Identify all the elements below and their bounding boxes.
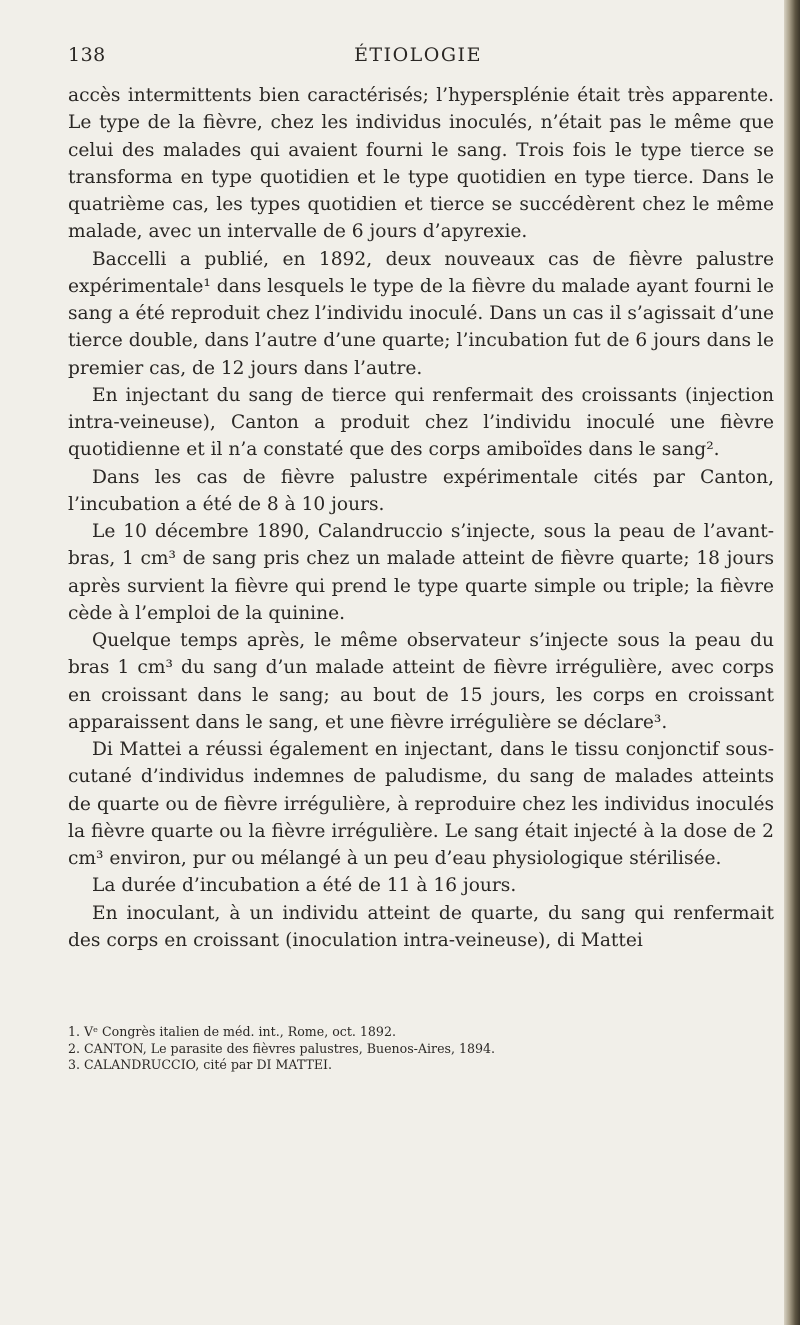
- footnote: 3. CALANDRUCCIO, cité par DI MATTEI.: [68, 1057, 333, 1072]
- footnote: 1. Vᵉ Congrès italien de méd. int., Rome, oct. 1892.: [68, 1024, 396, 1039]
- paragraph: Dans les cas de fièvre palustre expérimentale cités par Canton, l’incubation a été de 8 à 10 jours.: [68, 466, 774, 515]
- running-head: ÉTIOLOGIE: [354, 44, 482, 66]
- paragraph: Quelque temps après, le même observateur s’injecte sous la peau du bras 1 cm³ du sang d’un malade atteint de fièvre irrégulière, avec corps en croissant dans le sang; au bout de 15 jours, les corps en croissant apparaissent dans le sang, et une fièvre irrégulière se déclare³.: [68, 630, 774, 733]
- footnotes: [68, 1024, 774, 1074]
- footnote: 2. CANTON, Le parasite des fièvres palustres, Buenos-Aires, 1894.: [68, 1040, 496, 1056]
- paragraph: En inoculant, à un individu atteint de quarte, du sang qui renfermait des corps en croissant (inoculation intra-veineuse), di Mattei: [68, 902, 774, 951]
- page-number: 138: [68, 44, 106, 66]
- page-header: [68, 44, 768, 70]
- paragraph: Le 10 décembre 1890, Calandruccio s’injecte, sous la peau de l’avant-bras, 1 cm³ de sang pris chez un malade atteint de fièvre quarte; 18 jours après survient la fièvre qui prend le type quarte simple ou triple; la fièvre cède à l’emploi de la quinine.: [68, 521, 774, 624]
- body-text: [68, 82, 774, 954]
- paragraph: Baccelli a publié, en 1892, deux nouveaux cas de fièvre palustre expérimentale¹ dans lesquels le type de la fièvre du malade ayant fourni le sang a été reproduit chez l’individu inoculé. Dans un cas il s’agissait d’une tierce double, dans l’autre d’une quarte; l’incubation fut de 6 jours dans le premier cas, de 12 jours dans l’autre.: [68, 248, 774, 379]
- book-spine-edge: [784, 0, 800, 1325]
- paragraph: accès intermittents bien caractérisés; l’hypersplénie était très apparente. Le type de la fièvre, chez les individus inoculés, n’était pas le même que celui des malades qui avaient fourni le sang. Trois fois le type tierce se transforma en type quotidien et le type quotidien en type tierce. Dans le quatrième cas, les types quotidien et tierce se succédèrent chez le même malade, avec un intervalle de 6 jours d’apyrexie.: [68, 85, 774, 243]
- paragraph: La durée d’incubation a été de 11 à 16 jours.: [92, 875, 517, 897]
- paragraph: Di Mattei a réussi également en injectant, dans le tissu conjonctif sous-cutané d’individus indemnes de paludisme, du sang de malades atteints de quarte ou de fièvre irrégulière, à reproduire chez les individus inoculés la fièvre quarte ou la fièvre irrégulière. Le sang était injecté à la dose de 2 cm³ environ, pur ou mélangé à un peu d’eau physiologique stérilisée.: [68, 739, 774, 869]
- paragraph: En injectant du sang de tierce qui renfermait des croissants (injection intra-veineuse), Canton a produit chez l’individu inoculé une fièvre quotidienne et il n’a constaté que des corps amiboïdes dans le sang².: [68, 384, 774, 461]
